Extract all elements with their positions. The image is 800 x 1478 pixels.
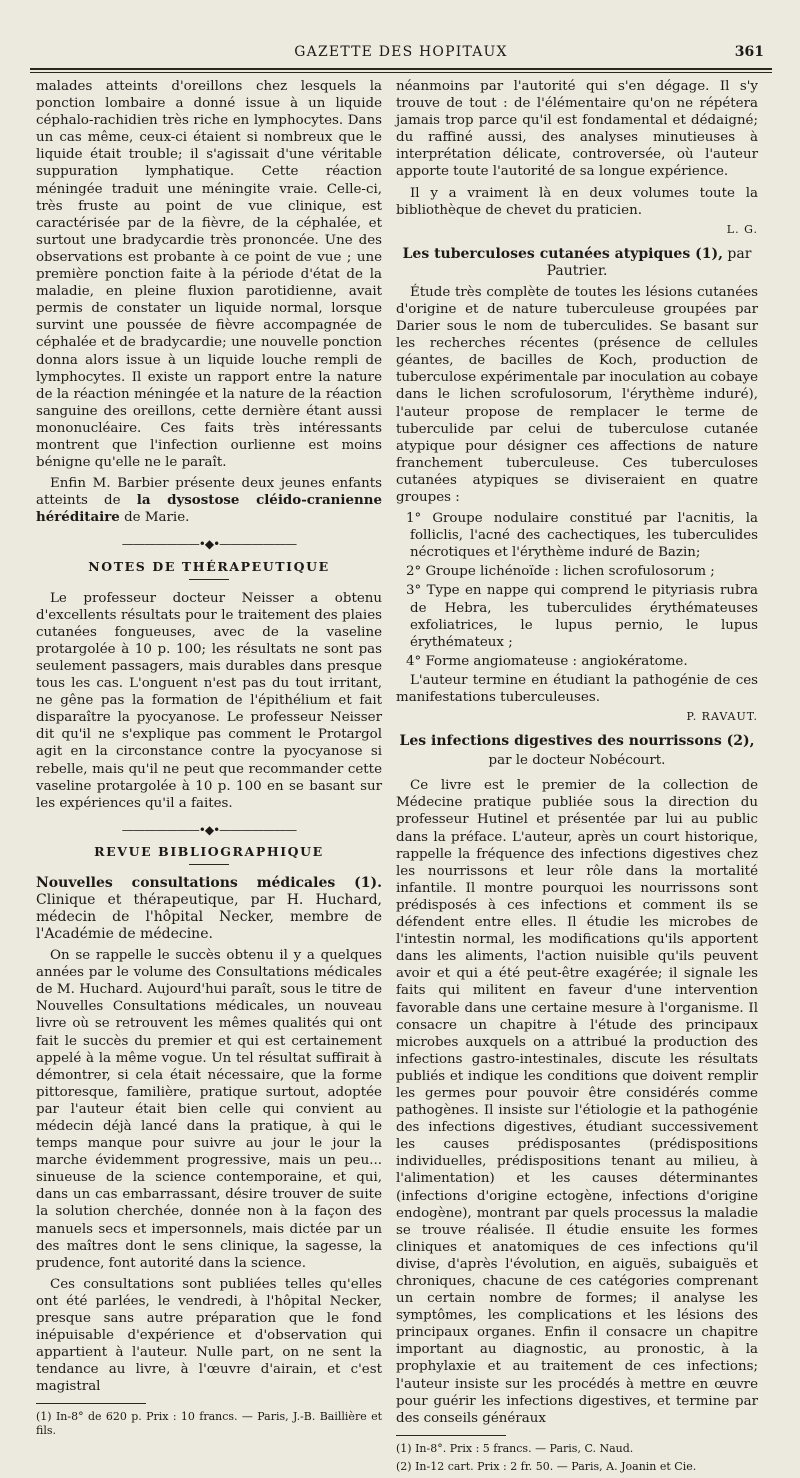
paragraph: Ces consultations sont publiées telles qu'elles ont été parlées, le vendredi, à l'hôpital Necker, presque sans autre préparation que le fond inépuisable d'expérience et d'observation qui appartient à l'auteur. Nulle part, on ne sent la tendance au livre, à l'œuvre d'airain, et c'est magistral: [36, 1276, 382, 1395]
review-author: par le docteur Nobécourt.: [488, 753, 666, 769]
section-ornament: ———————•◆•———————: [121, 822, 297, 837]
paragraph: néanmoins par l'autorité qui s'en dégage. Il s'y trouve de tout : de l'élémentaire qu'on ne répétera jamais trop parce qu'il est fondamental et dédaigné; du raffiné aussi, des analyses minutieuses à interprétation délicate, controversée, où l'auteur apporte toute l'autorité de sa longue expérience.: [396, 79, 758, 180]
paragraph: Le professeur docteur Neisser a obtenu d'excellents résultats pour le traitement des plaies cutanées fongueuses, avec de la vaseline protargolée à 10 p. 100; les résultats ne sont pas seulement passagers, mais durables dans presque tous les cas. L'onguent n'est pas du tout irritant, ne gêne pas la formation de l'épithélium et fait disparaître la pyocyanose. Le professeur Neisser dit qu'il ne s'explique pas comment le Protargol agit en la circonstance contre la pyocyanose si rebelle, mais qu'il ne peut que recommander cette vaseline protargolée à 10 p. 100 en se basant sur les expériences qu'il a faites.: [36, 590, 382, 811]
text-run: Enfin M. Barbier présente deux jeunes enfants atteints de: [36, 476, 382, 509]
review-title: Nouvelles consultations médicales (1).: [36, 875, 382, 892]
footnote: (2) In-12 cart. Prix : 2 fr. 50. — Paris, A. Joanin et Cie.: [396, 1459, 697, 1473]
bold-text: la dysostose cléido-cranienne héréditaire: [36, 492, 382, 526]
right-column: [396, 78, 758, 1478]
header-rule: [30, 68, 772, 70]
text-run: de Marie.: [119, 510, 190, 526]
review-author: par Pautrier.: [546, 245, 752, 279]
review-heading: [396, 246, 758, 280]
review-title: Les tuberculoses cutanées atypiques (1),: [402, 245, 723, 262]
header-rule-thin: [30, 72, 772, 73]
paragraph: malades atteints d'oreillons chez lesquels la ponction lombaire a donné issue à un liquide céphalo-rachidien très riche en lymphocytes. Dans un cas même, ceux-ci étaient si nombreux que le liquide était trouble; il s'agissait d'une véritable suppuration lymphatique. Cette réaction méningée traduit une méningite vraie. Celle-ci, très fruste au point de vue clinique, est caractérisée par de la fièvre, de la céphalée, et surtout une bradycardie très prononcée. Une des observations est probante à ce point de vue ; une première ponction faite à la période d'état de la maladie, en pleine fluxion parotidienne, avait permis de constater un liquide normal, lorsque survint une poussée de fièvre accompagnée de céphalée et de bradycardie; une nouvelle ponction donna alors issue à un liquide louche rempli de lymphocytes. Il existe un rapport entre la nature de la réaction méningée et la nature de la réaction sanguine des oreillons, cette dernière étant aussi mononucléaire. Ces faits très intéressants montrent que l'infection ourlienne est moins bénigne qu'elle ne le paraît.: [36, 79, 382, 471]
footnote-rule: [36, 1403, 146, 1404]
signature: P. RAVAUT.: [686, 710, 758, 724]
list-item: 1° Groupe nodulaire constitué par l'acnitis, la folliclis, l'acné des cachectiques, les tuberculides nécrotiques et l'érythème induré de Bazin;: [406, 511, 758, 561]
list-item: 2° Groupe lichénoïde : lichen scrofulosorum ;: [406, 564, 715, 580]
page-number: 361: [734, 44, 764, 60]
section-ornament: ———————•◆•———————: [121, 537, 297, 552]
paragraph: L'auteur termine en étudiant la pathogénie de ces manifestations tuberculeuses.: [396, 672, 758, 705]
footnote-rule: [396, 1435, 506, 1436]
running-head: GAZETTE DES HOPITAUX: [294, 44, 508, 60]
paragraph: Étude très complète de toutes les lésions cutanées d'origine et de nature tuberculeuse groupées par Darier sous le nom de tuberculides. Se basant sur les recherches récentes (présence de cellules géantes, de bacilles de Koch, production de tuberculose expérimentale par inoculation au cobaye dans le lichen scrofulosorum, l'érythème induré), l'auteur propose de remplacer le terme de tuberculide par celui de tuberculose cutanée atypique pour désigner ces affections de nature franchement tuberculeuse. Ces tuberculoses cutanées atypiques se diviseraient en quatre groupes :: [396, 284, 758, 505]
review-heading: Les infections digestives des nourrissons (2),: [399, 733, 755, 750]
page-header: [30, 36, 772, 68]
paragraph: [36, 475, 382, 526]
list-item: 4° Forme angiomateuse : angiokératome.: [406, 653, 688, 669]
section-heading: REVUE BIBLIOGRAPHIQUE: [94, 843, 324, 859]
paragraph: Ce livre est le premier de la collection de Médecine pratique publiée sous la direction du professeur Hutinel et présentée par lui au public dans la préface. L'auteur, après un court historique, rappelle la fréquence des infections digestives chez les nourrissons et leur rôle dans la mortalité infantile. Il montre pourquoi les nourrissons sont prédisposés à ces infections et comment ils se défendent entre elles. Il étudie les microbes de l'intestin normal, les modifications qu'ils apportent dans les aliments, l'action nuisible qu'ils peuvent avoir et qui a été peut-être exagérée; il signale les faits qui militent en faveur d'une intervention favorable dans une certaine mesure à l'organisme. Il consacre un chapitre à l'étude des principaux microbes auxquels on a attribué la production des infections gastro-intestinales, discute les résultats publiés et indique les conditions que doivent remplir les germes pour pouvoir être considérés comme pathogènes. Il insiste sur l'étiologie et la pathogénie des infections digestives, étudiant successivement les causes prédisposantes (prédispositions individuelles, prédispositions tenant au milieu, à l'alimentation) et les causes déterminantes (infections d'origine ectogène, infections d'origine endogène), montrant par quels processus la maladie se trouve réalisée. Il étudie ensuite les formes cliniques et anatomiques de ces infections qu'il divise, d'après l'évolution, en aiguës, subaiguës et chroniques, chacune de ces catégories comprenant un certain nombre de formes; il analyse les symptômes, les complications et les lésions des principaux organes. Enfin il consacre un chapitre important au diagnostic, au pronostic, à la prophylaxie et au traitement de ces infections; l'auteur insiste sur les procédés à mettre en œuvre pour guérir les infections digestives, et termine par des conseils généraux: [396, 778, 758, 1426]
review-subtitle: Clinique et thérapeutique, par H. Huchard, médecin de l'hôpital Necker, membre de l'Académie de médecine.: [36, 892, 382, 943]
footnote: (1) In-8°. Prix : 5 francs. — Paris, C. Naud.: [396, 1441, 634, 1455]
signature: L. G.: [726, 222, 758, 236]
short-rule: [189, 864, 229, 865]
short-rule: [189, 579, 229, 580]
paragraph: On se rappelle le succès obtenu il y a quelques années par le volume des Consultations médicales de M. Huchard. Aujourd'hui paraît, sous le titre de Nouvelles Consultations médicales, un nouveau livre où se retrouvent les mêmes qualités qui ont fait le succès du premier et qui est certainement appelé à la même vogue. Un tel résultat suffirait à démontrer, si cela était nécessaire, que la forme pittoresque, familière, pratique surtout, adoptée par l'auteur était bien celle qui convient au médecin déjà lancé dans la pratique, à qui le temps manque pour suivre au jour le jour la marche évidemment progressive, mais un peu... sinueuse de la science contemporaine, et qui, dans un cas embarrassant, désire trouver de suite la solution cherchée, donnée non à la façon des manuels secs et impersonnels, mais dictée par un des maîtres dont le sens clinique, la sagesse, la prudence, font autorité dans la science.: [36, 948, 382, 1271]
left-column: [36, 78, 382, 1442]
section-heading: NOTES DE THÉRAPEUTIQUE: [88, 558, 330, 574]
paragraph: Il y a vraiment là en deux volumes toute la bibliothèque de chevet du praticien.: [396, 185, 758, 218]
list-item: 3° Type en nappe qui comprend le pityriasis rubra de Hebra, les tuberculides érythémateuses exfoliatrices, le lupus pernio, le lupus érythémateux ;: [406, 583, 758, 650]
review-heading: [36, 875, 382, 943]
footnote: (1) In-8° de 620 p. Prix : 10 francs. — Paris, J.-B. Baillière et fils.: [36, 1410, 382, 1438]
